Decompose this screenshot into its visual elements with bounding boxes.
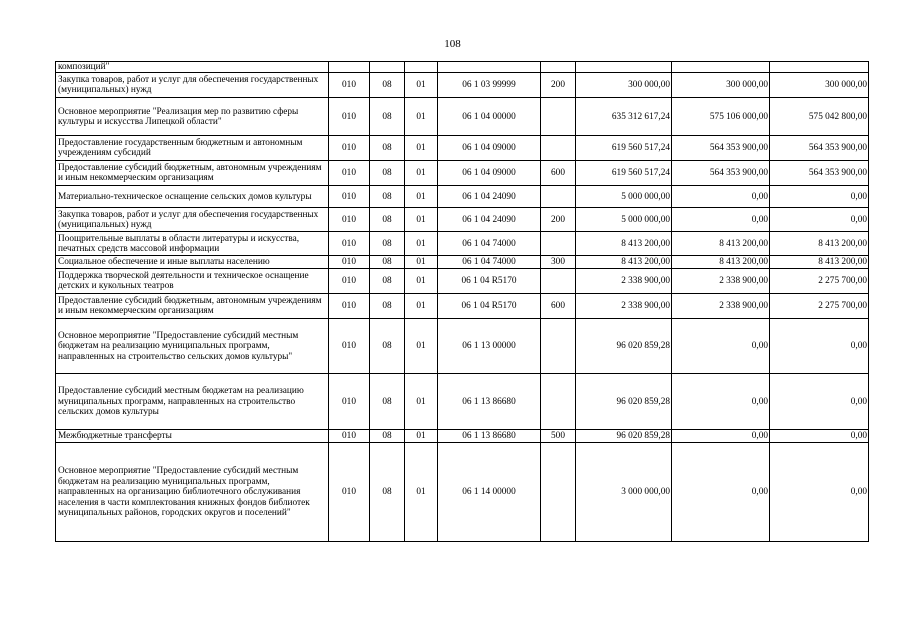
amount-year1-cell: 635 312 617,24 [576, 98, 672, 136]
row-label: Предоставление субсидий бюджетным, автономным учреждениям и иным некоммерческим организациям [56, 161, 329, 186]
target-article-cell: 06 1 04 24090 [438, 208, 541, 232]
amount-year2-cell: 0,00 [672, 186, 770, 208]
target-article-cell: 06 1 04 09000 [438, 161, 541, 186]
amount-year3-cell: 0,00 [770, 319, 869, 374]
table-row [56, 443, 869, 542]
amount-year2-cell: 8 413 200,00 [672, 256, 770, 269]
subsection-code-cell: 01 [405, 430, 438, 443]
amount-year3-cell: 0,00 [770, 374, 869, 430]
section-code-cell: 08 [370, 256, 405, 269]
subsection-code-cell: 01 [405, 232, 438, 256]
admin-code-cell: 010 [329, 136, 370, 161]
admin-code-cell: 010 [329, 232, 370, 256]
amount-year3-cell: 564 353 900,00 [770, 161, 869, 186]
subsection-code-cell: 01 [405, 374, 438, 430]
amount-year1-cell: 300 000,00 [576, 73, 672, 98]
section-code-cell: 08 [370, 208, 405, 232]
amount-year2-cell: 2 338 900,00 [672, 294, 770, 319]
amount-year1-cell: 5 000 000,00 [576, 186, 672, 208]
subsection-code-cell [405, 62, 438, 73]
amount-year3-cell: 2 275 700,00 [770, 294, 869, 319]
row-label: Поддержка творческой деятельности и техническое оснащение детских и кукольных театров [56, 269, 329, 294]
amount-year3-cell: 300 000,00 [770, 73, 869, 98]
section-code-cell: 08 [370, 161, 405, 186]
section-code-cell: 08 [370, 319, 405, 374]
expense-type-cell [541, 186, 576, 208]
table-row [56, 136, 869, 161]
amount-year3-cell: 2 275 700,00 [770, 269, 869, 294]
target-article-cell: 06 1 04 R5170 [438, 269, 541, 294]
section-code-cell: 08 [370, 186, 405, 208]
amount-year1-cell: 619 560 517,24 [576, 161, 672, 186]
row-label: Закупка товаров, работ и услуг для обеспечения государственных (муниципальных) нужд [56, 208, 329, 232]
amount-year3-cell: 8 413 200,00 [770, 256, 869, 269]
expense-type-cell [541, 136, 576, 161]
table-row [56, 256, 869, 269]
amount-year1-cell: 619 560 517,24 [576, 136, 672, 161]
amount-year2-cell: 564 353 900,00 [672, 161, 770, 186]
amount-year3-cell [770, 62, 869, 73]
amount-year1-cell: 96 020 859,28 [576, 319, 672, 374]
admin-code-cell: 010 [329, 294, 370, 319]
amount-year1-cell: 96 020 859,28 [576, 374, 672, 430]
amount-year1-cell: 3 000 000,00 [576, 443, 672, 542]
section-code-cell [370, 62, 405, 73]
subsection-code-cell: 01 [405, 319, 438, 374]
target-article-cell [438, 62, 541, 73]
section-code-cell: 08 [370, 374, 405, 430]
amount-year2-cell: 564 353 900,00 [672, 136, 770, 161]
expense-type-cell: 200 [541, 208, 576, 232]
row-label: Предоставление государственным бюджетным и автономным учреждениям субсидий [56, 136, 329, 161]
amount-year2-cell: 0,00 [672, 430, 770, 443]
table-row [56, 62, 869, 73]
row-label: композиций" [56, 62, 329, 73]
section-code-cell: 08 [370, 136, 405, 161]
section-code-cell: 08 [370, 98, 405, 136]
amount-year2-cell: 2 338 900,00 [672, 269, 770, 294]
expense-type-cell [541, 374, 576, 430]
amount-year3-cell: 564 353 900,00 [770, 136, 869, 161]
expense-type-cell: 600 [541, 294, 576, 319]
row-label: Межбюджетные трансферты [56, 430, 329, 443]
expense-type-cell [541, 62, 576, 73]
section-code-cell: 08 [370, 232, 405, 256]
section-code-cell: 08 [370, 430, 405, 443]
row-label: Социальное обеспечение и иные выплаты населению [56, 256, 329, 269]
amount-year1-cell: 2 338 900,00 [576, 269, 672, 294]
amount-year2-cell: 0,00 [672, 374, 770, 430]
row-label: Основное мероприятие "Реализация мер по развитию сферы культуры и искусства Липецкой области" [56, 98, 329, 136]
row-label: Основное мероприятие "Предоставление субсидий местным бюджетам на реализацию муниципальных программ, направленных на организацию библиотечного обслуживания населения в части комплектования книжных фондов библиотек муниципальных районов, городских округов и поселений" [56, 443, 329, 542]
subsection-code-cell: 01 [405, 269, 438, 294]
amount-year1-cell: 96 020 859,28 [576, 430, 672, 443]
amount-year1-cell: 2 338 900,00 [576, 294, 672, 319]
amount-year2-cell: 0,00 [672, 208, 770, 232]
subsection-code-cell: 01 [405, 136, 438, 161]
target-article-cell: 06 1 03 99999 [438, 73, 541, 98]
target-article-cell: 06 1 04 09000 [438, 136, 541, 161]
amount-year3-cell: 0,00 [770, 443, 869, 542]
expense-type-cell: 500 [541, 430, 576, 443]
section-code-cell: 08 [370, 269, 405, 294]
target-article-cell: 06 1 04 24090 [438, 186, 541, 208]
table-row [56, 319, 869, 374]
target-article-cell: 06 1 13 00000 [438, 319, 541, 374]
table-row [56, 374, 869, 430]
admin-code-cell: 010 [329, 443, 370, 542]
amount-year1-cell: 8 413 200,00 [576, 232, 672, 256]
section-code-cell: 08 [370, 294, 405, 319]
amount-year2-cell: 575 106 000,00 [672, 98, 770, 136]
amount-year3-cell: 0,00 [770, 208, 869, 232]
amount-year1-cell [576, 62, 672, 73]
expense-type-cell: 300 [541, 256, 576, 269]
target-article-cell: 06 1 13 86680 [438, 374, 541, 430]
admin-code-cell: 010 [329, 374, 370, 430]
amount-year3-cell: 8 413 200,00 [770, 232, 869, 256]
row-label: Закупка товаров, работ и услуг для обеспечения государственных (муниципальных) нужд [56, 73, 329, 98]
page-number: 108 [444, 38, 461, 50]
amount-year2-cell: 300 000,00 [672, 73, 770, 98]
table-row [56, 208, 869, 232]
admin-code-cell: 010 [329, 319, 370, 374]
table-row [56, 232, 869, 256]
amount-year2-cell [672, 62, 770, 73]
amount-year1-cell: 5 000 000,00 [576, 208, 672, 232]
table-row [56, 269, 869, 294]
amount-year1-cell: 8 413 200,00 [576, 256, 672, 269]
target-article-cell: 06 1 04 74000 [438, 256, 541, 269]
row-label: Материально-техническое оснащение сельских домов культуры [56, 186, 329, 208]
admin-code-cell: 010 [329, 430, 370, 443]
row-label: Поощрительные выплаты в области литературы и искусства, печатных средств массовой информации [56, 232, 329, 256]
table-row [56, 430, 869, 443]
subsection-code-cell: 01 [405, 443, 438, 542]
target-article-cell: 06 1 04 74000 [438, 232, 541, 256]
subsection-code-cell: 01 [405, 186, 438, 208]
target-article-cell: 06 1 04 R5170 [438, 294, 541, 319]
amount-year2-cell: 0,00 [672, 443, 770, 542]
amount-year2-cell: 0,00 [672, 319, 770, 374]
admin-code-cell: 010 [329, 208, 370, 232]
target-article-cell: 06 1 04 00000 [438, 98, 541, 136]
table-row [56, 186, 869, 208]
subsection-code-cell: 01 [405, 161, 438, 186]
admin-code-cell: 010 [329, 269, 370, 294]
row-label: Предоставление субсидий местным бюджетам на реализацию муниципальных программ, направленных на строительство сельских домов культуры [56, 374, 329, 430]
expense-type-cell [541, 319, 576, 374]
admin-code-cell: 010 [329, 256, 370, 269]
subsection-code-cell: 01 [405, 256, 438, 269]
table-row [56, 294, 869, 319]
row-label: Предоставление субсидий бюджетным, автономным учреждениям и иным некоммерческим организациям [56, 294, 329, 319]
expense-type-cell [541, 98, 576, 136]
expense-type-cell [541, 443, 576, 542]
table-row [56, 98, 869, 136]
subsection-code-cell: 01 [405, 208, 438, 232]
subsection-code-cell: 01 [405, 98, 438, 136]
expense-type-cell: 200 [541, 73, 576, 98]
amount-year3-cell: 575 042 800,00 [770, 98, 869, 136]
amount-year3-cell: 0,00 [770, 186, 869, 208]
amount-year2-cell: 8 413 200,00 [672, 232, 770, 256]
admin-code-cell: 010 [329, 161, 370, 186]
expense-type-cell: 600 [541, 161, 576, 186]
amount-year3-cell: 0,00 [770, 430, 869, 443]
table-row [56, 73, 869, 98]
section-code-cell: 08 [370, 443, 405, 542]
expense-type-cell [541, 269, 576, 294]
subsection-code-cell: 01 [405, 73, 438, 98]
admin-code-cell [329, 62, 370, 73]
budget-table [55, 61, 869, 542]
table-row [56, 161, 869, 186]
section-code-cell: 08 [370, 73, 405, 98]
target-article-cell: 06 1 13 86680 [438, 430, 541, 443]
expense-type-cell [541, 232, 576, 256]
target-article-cell: 06 1 14 00000 [438, 443, 541, 542]
admin-code-cell: 010 [329, 98, 370, 136]
admin-code-cell: 010 [329, 73, 370, 98]
subsection-code-cell: 01 [405, 294, 438, 319]
row-label: Основное мероприятие "Предоставление субсидий местным бюджетам на реализацию муниципальных программ, направленных на строительство сельских домов культуры" [56, 319, 329, 374]
admin-code-cell: 010 [329, 186, 370, 208]
